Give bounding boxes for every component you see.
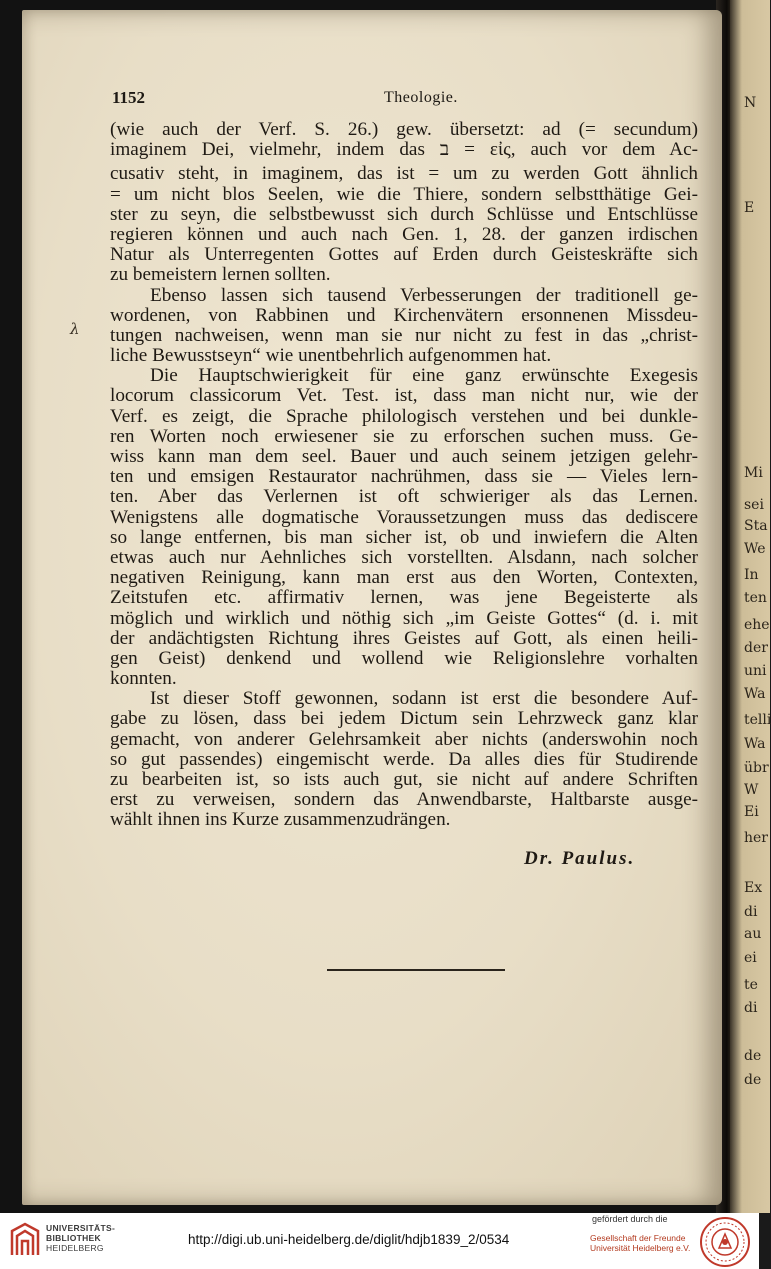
text-line: etwas auch nur Aehnliches sich vorstellten. Alsdann, nach solcher — [110, 546, 698, 568]
text-line: ster zu seyn, die selbstbewusst sich durch Schlüsse und Entschlüsse — [110, 203, 698, 225]
body-text — [110, 120, 698, 831]
text-line: ten und emsigen Restaurator nachrühmen, dass sie — Vieles lern- — [110, 466, 698, 488]
adjacent-page-fragment: In — [744, 567, 759, 583]
adjacent-page-fragment: Ex — [744, 880, 763, 896]
text-line: ren Worten noch erwiesener sie zu erforschen suchen muss. Ge- — [110, 425, 698, 447]
adjacent-page-fragment: au — [744, 926, 762, 942]
text-line: erst zu verweisen, sondern das Anwendbarste, Haltbarste ausge- — [110, 789, 698, 811]
page-header — [112, 88, 672, 110]
text-line: liche Bewusstseyn“ wie unentbehrlich aufgenommen hat. — [110, 345, 552, 367]
sponsor-name[interactable]: Gesellschaft der Freunde Universität Heidelberg e.V. — [590, 1233, 691, 1253]
permalink-url[interactable]: http://digi.ub.uni-heidelberg.de/diglit/hdjb1839_2/0534 — [188, 1232, 510, 1247]
adjacent-page-fragment: sei — [744, 497, 764, 513]
library-logo-icon[interactable] — [8, 1221, 42, 1259]
text-line: negativen Reinigung, kann man erst aus den Worten, Contexten, — [110, 567, 698, 589]
text-line: Ebenso lassen sich tausend Verbesserungen der traditionell ge- — [150, 284, 698, 306]
text-line: imaginem Dei, vielmehr, indem das ב = εἰς, auch vor dem Ac- — [110, 139, 698, 161]
text-line: Wenigstens alle dogmatische Voraussetzungen muss das dediscere — [110, 506, 698, 528]
adjacent-page-fragment: te — [744, 977, 758, 993]
running-head: Theologie. — [384, 89, 458, 106]
text-line: wordenen, von Rabbinen und Kirchenvätern ersonnenen Missdeu- — [110, 304, 698, 326]
text-line: Ist dieser Stoff gewonnen, sodann ist erst die besondere Auf- — [150, 688, 698, 710]
text-line: gabe zu lösen, dass bei jedem Dictum sein Lehrzweck ganz klar — [110, 708, 698, 730]
text-line: tungen nachweisen, wenn man sie nur nicht zu fest in das „christ- — [110, 324, 698, 346]
university-seal-icon[interactable] — [699, 1216, 751, 1268]
text-line: Verf. es zeigt, die Sprache philologisch verstehen und bei dunkle- — [110, 405, 698, 427]
adjacent-page-fragment: ei — [744, 950, 757, 966]
text-line: gemacht, von anderer Gelehrsamkeit aber nichts (anderswohin noch — [110, 728, 698, 750]
adjacent-page-fragment: E — [744, 200, 755, 216]
adjacent-page-fragment: übr — [744, 760, 769, 776]
text-line: so lange entfernen, bis man sicher ist, ob und inwiefern die Alten — [110, 526, 698, 548]
text-line: so gut passendes) eingemischt werde. Da alles dies für Studirende — [110, 748, 698, 770]
adjacent-page-fragment: her — [744, 830, 768, 846]
text-line: (wie auch der Verf. S. 26.) gew. übersetzt: ad (= secundum) — [110, 119, 698, 140]
text-line: Zeitstufen etc. affirmativ lernen, was jene Begeisterte als — [110, 587, 698, 609]
adjacent-page-fragment: N — [744, 95, 757, 111]
library-name[interactable]: UNIVERSITÄTS- BIBLIOTHEK HEIDELBERG — [46, 1223, 116, 1253]
text-line: = um nicht blos Seelen, wie die Thiere, sondern selbstthätige Gei- — [110, 183, 698, 205]
adjacent-page-fragment: di — [744, 904, 758, 920]
viewer-footer — [0, 1213, 759, 1269]
adjacent-page-fragment: W — [744, 782, 759, 798]
text-line: wiss kann man dem seel. Bauer und auch seinem jetzigen gelehr- — [110, 446, 698, 467]
sponsor-label: gefördert durch die — [592, 1214, 668, 1224]
adjacent-page-fragment: Mi — [744, 465, 763, 481]
text-line: zu bemeistern lernen sollten. — [110, 264, 331, 286]
text-line: ten. Aber das Verlernen ist oft schwieriger als das Lernen. — [110, 486, 698, 508]
text-line: konnten. — [110, 668, 177, 690]
text-line: regieren können und auch nach Gen. 1, 28. der ganzen irdischen — [110, 223, 698, 245]
margin-annotation: λ — [70, 320, 80, 338]
adjacent-page-edge — [730, 0, 770, 1213]
text-line: Die Hauptschwierigkeit für eine ganz erwünschte Exegesis — [150, 365, 698, 387]
adjacent-page-fragment: Wa — [744, 736, 766, 752]
text-line: möglich und wirklich und nöthig sich „im Geiste Gottes“ (d. i. mit — [110, 607, 698, 629]
adjacent-page-fragment: de — [744, 1048, 762, 1064]
text-line: Natur als Unterregenten Gottes auf Erden durch Geisteskräfte sich — [110, 244, 698, 266]
text-line: zu bearbeiten ist, so ists auch gut, sie nicht auf andere Schriften — [110, 769, 698, 790]
adjacent-page-fragment: We — [744, 541, 766, 557]
text-line: der andächtigsten Richtung ihres Geistes auf Gott, als einen heili- — [110, 627, 698, 649]
adjacent-page-fragment: der — [744, 640, 768, 656]
adjacent-page-fragment: ten — [744, 590, 767, 606]
adjacent-page-fragment: de — [744, 1072, 762, 1088]
adjacent-page-fragment: Ei — [744, 804, 759, 820]
text-line: locorum classicorum Vet. Test. ist, dass man nicht nur, wie der — [110, 385, 698, 407]
adjacent-page-fragment: ehe — [744, 617, 770, 633]
author-signature: Dr. Paulus. — [524, 848, 636, 869]
page-number: 1152 — [112, 88, 146, 107]
text-line: wählt ihnen ins Kurze zusammenzudrängen. — [110, 809, 451, 831]
text-line: gen Geist) denkend und wollend wie Religionslehre vorhalten — [110, 647, 698, 669]
adjacent-page-fragment: uni — [744, 663, 767, 679]
adjacent-page-fragment: telli — [744, 712, 771, 728]
text-line: cusativ steht, in imaginem, das ist = um zu werden Gott ähnlich — [110, 163, 698, 185]
adjacent-page-fragment: Sta — [744, 518, 768, 534]
end-rule — [327, 969, 505, 971]
adjacent-page-fragment: Wa — [744, 686, 766, 702]
adjacent-page-fragment: di — [744, 1000, 758, 1016]
